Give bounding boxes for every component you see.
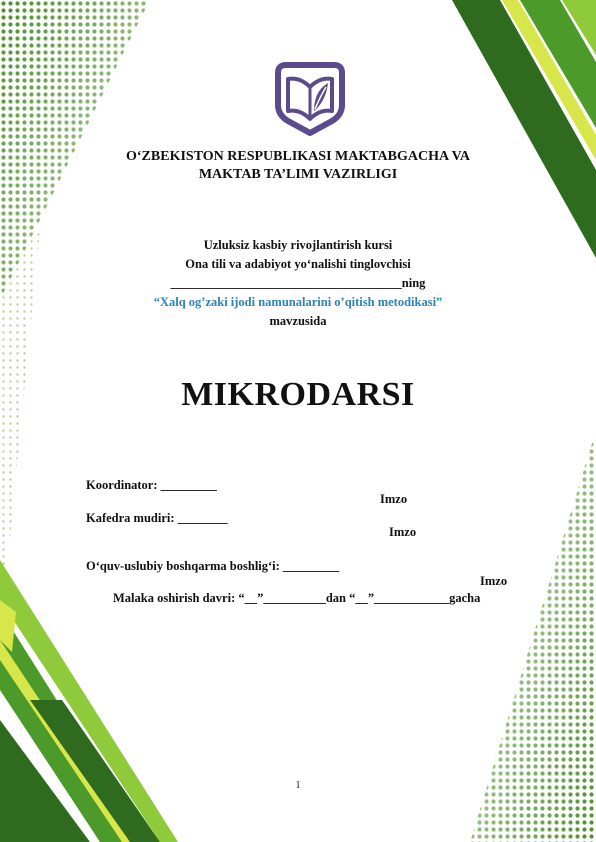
open-book-leaf-icon	[274, 57, 346, 137]
imzo-label-2: Imzo	[389, 525, 417, 539]
ministry-line-2: MAKTAB TA’LIMI VAZIRLIGI	[198, 167, 398, 182]
ministry-line-1: O‘ZBEKISTON RESPUBLIKASI MAKTABGACHA VA	[126, 149, 470, 164]
course-block	[0, 236, 596, 331]
course-line-2: Ona tili va adabiyot yo‘nalishi tinglovchisi	[185, 257, 411, 271]
course-line-5: mavzusida	[269, 314, 327, 328]
page-title: MIKRODARSI	[181, 376, 415, 413]
coordinator-line: Koordinator: _________	[86, 478, 217, 492]
training-period-line: Malaka oshirish davri: “__”__________dan “__”____________gacha	[113, 591, 481, 605]
department-head-line: Kafedra mudiri: ________	[86, 511, 228, 525]
stripes-top-right	[452, 0, 596, 258]
ministry-heading	[0, 148, 596, 184]
methodology-head-line: O‘quv-uslubiy boshqarma boshlig‘i: _________	[86, 559, 340, 573]
page-number: 1	[295, 780, 301, 791]
course-line-3: _____________________________________ning	[170, 276, 426, 290]
course-line-1: Uzluksiz kasbiy rivojlantirish kursi	[203, 238, 393, 252]
imzo-label-1: Imzo	[380, 492, 408, 506]
imzo-label-3: Imzo	[480, 574, 508, 588]
course-topic: “Xalq og’zaki ijodi namunalarini o’qitish metodikasi”	[153, 295, 443, 309]
